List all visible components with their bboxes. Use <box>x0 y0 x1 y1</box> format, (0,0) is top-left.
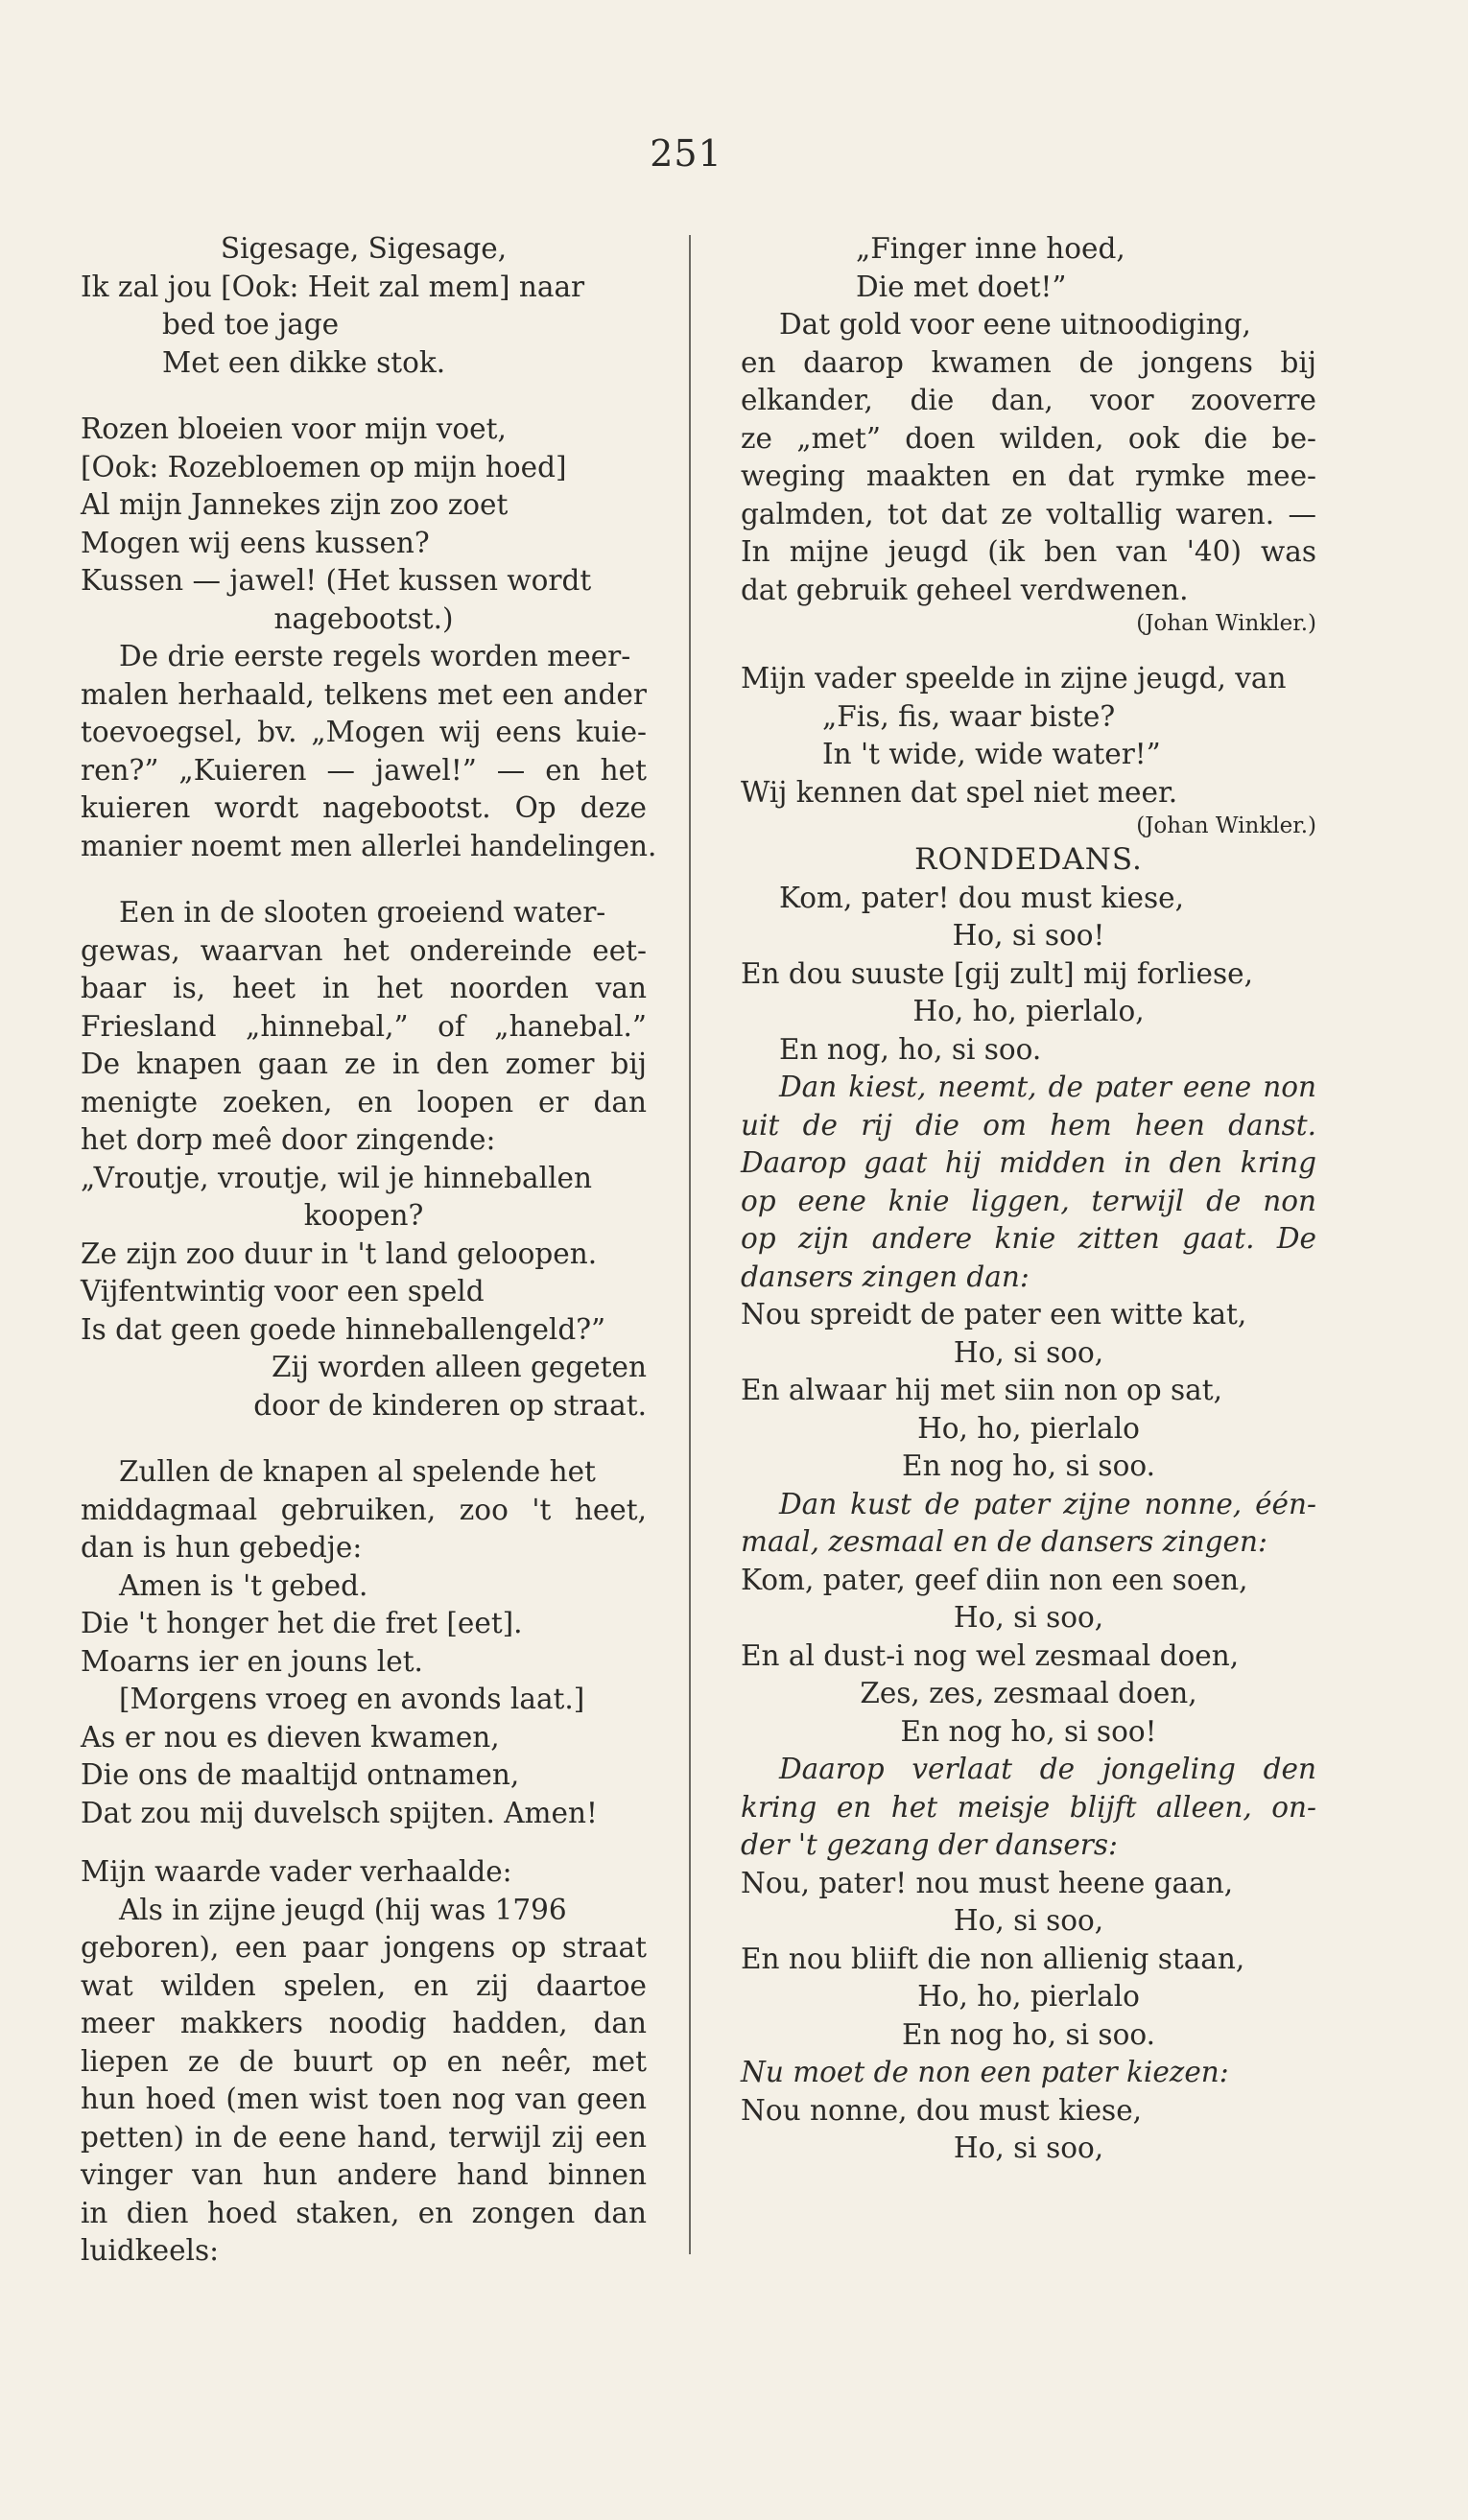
text-line: kring en het meisje blijft alleen, on- <box>741 1790 1316 1824</box>
text-line: Al mijn Jannekes zijn zoo zoet <box>81 488 509 521</box>
text-line: Dan kiest, neemt, de pater eene non <box>779 1071 1316 1103</box>
text-line: En alwaar hij met siin non op sat, <box>741 1374 1222 1406</box>
text-line: Ho, si soo, <box>953 2131 1104 2164</box>
text-line: Friesland „hinnebal,” of „hanebal.” <box>81 1009 647 1043</box>
text-line: ze „met” doen wilden, ook die be- <box>741 421 1316 455</box>
text-line: maal, zesmaal en de dansers zingen: <box>741 1525 1267 1558</box>
text-line: meer makkers noodig hadden, dan <box>81 2007 647 2039</box>
text-line: en daarop kwamen de jongens bij <box>741 345 1316 379</box>
text-line: bed toe jage <box>162 308 340 341</box>
text-line: koopen? <box>303 1199 424 1232</box>
text-line: wat wilden spelen, en zij daartoe <box>81 1968 647 2002</box>
text-line: Zes, zes, zesmaal doen, <box>860 1677 1197 1709</box>
text-line: Nou nonne, dou must kiese, <box>741 2093 1143 2127</box>
text-line: De drie eerste regels worden meer- <box>119 640 631 672</box>
text-line: nagebootst.) <box>273 601 454 635</box>
text-line: vinger van hun andere hand binnen <box>81 2158 647 2191</box>
text-line: Dat gold voor eene uitnoodiging, <box>779 308 1251 341</box>
text-line: Die 't honger het die fret [eet]. <box>81 1607 523 1639</box>
text-line: Sigesage, Sigesage, <box>220 232 508 265</box>
text-line: middagmaal gebruiken, zoo 't heet, <box>81 1493 647 1526</box>
text-line: Kom, pater, geef diin non een soen, <box>741 1563 1248 1596</box>
text-line: En nog ho, si soo! <box>900 1714 1157 1748</box>
right-column <box>741 230 1316 2168</box>
text-line: [Morgens vroeg en avonds laat.] <box>119 1683 585 1715</box>
text-line: „Vroutje, vroutje, wil je hinneballen <box>81 1161 592 1194</box>
text-line: Ze zijn zoo duur in 't land geloopen. <box>81 1236 598 1270</box>
text-line: ren?” „Kuieren — jawel!” — en het <box>81 753 647 787</box>
text-line: Ik zal jou [Ook: Heit zal mem] naar <box>81 270 585 303</box>
text-line: Die met doet!” <box>856 270 1067 303</box>
text-line: Ho, ho, pierlalo, <box>912 995 1145 1027</box>
text-line: Nu moet de non een pater kiezen: <box>741 2056 1229 2088</box>
text-line: Kom, pater! dou must kiese, <box>779 881 1184 914</box>
text-line: Met een dikke stok. <box>162 345 446 379</box>
text-line: Kussen — jawel! (Het kussen wordt <box>81 564 592 597</box>
text-line: Ho, ho, pierlalo <box>917 1411 1140 1445</box>
text-line: het dorp meê door zingende: <box>81 1123 496 1156</box>
text-line: „Fis, fis, waar biste? <box>822 699 1116 733</box>
text-line: En nog ho, si soo. <box>902 1449 1155 1482</box>
text-line: Een in de slooten groeiend water- <box>119 896 606 929</box>
text-line: hun hoed (men wist toen nog van geen <box>81 2083 647 2115</box>
paragraph-spacer <box>741 639 1316 660</box>
text-line: Nou spreidt de pater een witte kat, <box>741 1298 1247 1331</box>
text-line: galmden, tot dat ze voltallig waren. — <box>741 497 1316 530</box>
text-line: Ho, si soo! <box>952 919 1105 952</box>
text-line: toevoegsel, bv. „Mogen wij eens kuie- <box>81 716 647 748</box>
text-line: weging maakten en dat rymke mee- <box>741 459 1316 492</box>
paragraph-spacer <box>81 1832 647 1853</box>
text-line: Dan kust de pater zijne nonne, één- <box>779 1487 1316 1520</box>
text-line: Mijn vader speelde in zijne jeugd, van <box>741 662 1287 695</box>
text-line: Zullen de knapen al spelende het <box>119 1455 596 1488</box>
text-line: Is dat geen goede hinneballengeld?” <box>81 1312 606 1346</box>
text-line: door de kinderen op straat. <box>253 1388 647 1422</box>
text-line: Moarns ier en jouns let. <box>81 1644 423 1678</box>
text-line: op zijn andere knie zitten gaat. De <box>741 1222 1316 1255</box>
text-line: Mijn waarde vader verhaalde: <box>81 1855 512 1888</box>
text-line: Amen is 't gebed. <box>119 1568 368 1602</box>
page-number: 251 <box>650 132 722 175</box>
text-line: En nou bliift die non allienig staan, <box>741 1942 1245 1975</box>
text-line: dat gebruik geheel verdwenen. <box>741 573 1189 606</box>
text-line: manier noemt men allerlei handelingen. <box>81 829 657 862</box>
paragraph-spacer <box>81 382 647 411</box>
text-line: En nog, ho, si soo. <box>779 1032 1042 1066</box>
text-line: En dou suuste [gij zult] mij forliese, <box>741 956 1253 990</box>
text-line: kuieren wordt nagebootst. Op deze <box>81 791 647 824</box>
text-line: Mogen wij eens kussen? <box>81 526 430 559</box>
text-line: dan is hun gebedje: <box>81 1531 363 1564</box>
text-line: der 't gezang der dansers: <box>741 1828 1118 1861</box>
text-line: menigte zoeken, en loopen er dan <box>81 1085 647 1119</box>
text-line: „Finger inne hoed, <box>856 232 1125 265</box>
text-line: liepen ze de buurt op en neêr, met <box>81 2044 647 2078</box>
text-line: In mijne jeugd (ik ben van '40) was <box>741 535 1316 568</box>
text-line: In 't wide, wide water!” <box>822 738 1161 770</box>
text-line: RONDEDANS. <box>914 842 1143 877</box>
text-line: (Johan Winkler.) <box>1136 611 1316 636</box>
text-line: As er nou es dieven kwamen, <box>81 1720 500 1754</box>
text-line: En nog ho, si soo. <box>902 2017 1155 2051</box>
text-line: Die ons de maaltijd ontnamen, <box>81 1758 520 1791</box>
text-line: Ho, si soo, <box>953 1335 1104 1369</box>
text-line: [Ook: Rozebloemen op mijn hoed] <box>81 450 567 483</box>
text-line: petten) in de eene hand, terwijl zij een <box>81 2120 647 2154</box>
text-line: Wij kennen dat spel niet meer. <box>741 775 1178 809</box>
text-line: luidkeels: <box>81 2234 220 2267</box>
text-line: Rozen bloeien voor mijn voet, <box>81 412 507 445</box>
text-line: (Johan Winkler.) <box>1136 813 1316 838</box>
text-line: malen herhaald, telkens met een ander <box>81 677 647 711</box>
text-line: Daarop verlaat de jongeling den <box>779 1753 1316 1785</box>
text-line: dansers zingen dan: <box>741 1260 1030 1293</box>
text-line: op eene knie liggen, terwijl de non <box>741 1184 1316 1217</box>
text-line: in dien hoed staken, en zongen dan <box>81 2196 647 2229</box>
text-line: uit de rij die om hem heen danst. <box>741 1108 1316 1142</box>
text-line: Ho, si soo, <box>953 1904 1104 1937</box>
text-line: Ho, si soo, <box>953 1601 1104 1634</box>
left-column <box>81 230 657 2271</box>
text-line: baar is, heet in het noorden van <box>81 972 647 1004</box>
text-line: Daarop gaat hij midden in den kring <box>741 1146 1316 1179</box>
text-line: Zij worden alleen gegeten <box>271 1351 647 1383</box>
text-line: Ho, ho, pierlalo <box>917 1980 1140 2013</box>
column-divider <box>689 235 691 2254</box>
text-line: De knapen gaan ze in den zomer bij <box>81 1048 647 1080</box>
text-line: gewas, waarvan het ondereinde eet- <box>81 933 647 967</box>
text-line: Vijfentwintig voor een speld <box>81 1275 485 1307</box>
text-line: En al dust-i nog wel zesmaal doen, <box>741 1638 1240 1672</box>
text-line: elkander, die dan, voor zooverre <box>741 384 1316 416</box>
paragraph-spacer <box>81 865 647 894</box>
text-line: Als in zijne jeugd (hij was 1796 <box>119 1893 567 1926</box>
text-line: geboren), een paar jongens op straat <box>81 1931 647 1964</box>
text-line: Dat zou mij duvelsch spijten. Amen! <box>81 1796 598 1829</box>
text-line: Nou, pater! nou must heene gaan, <box>741 1866 1234 1899</box>
paragraph-spacer <box>81 1425 647 1453</box>
